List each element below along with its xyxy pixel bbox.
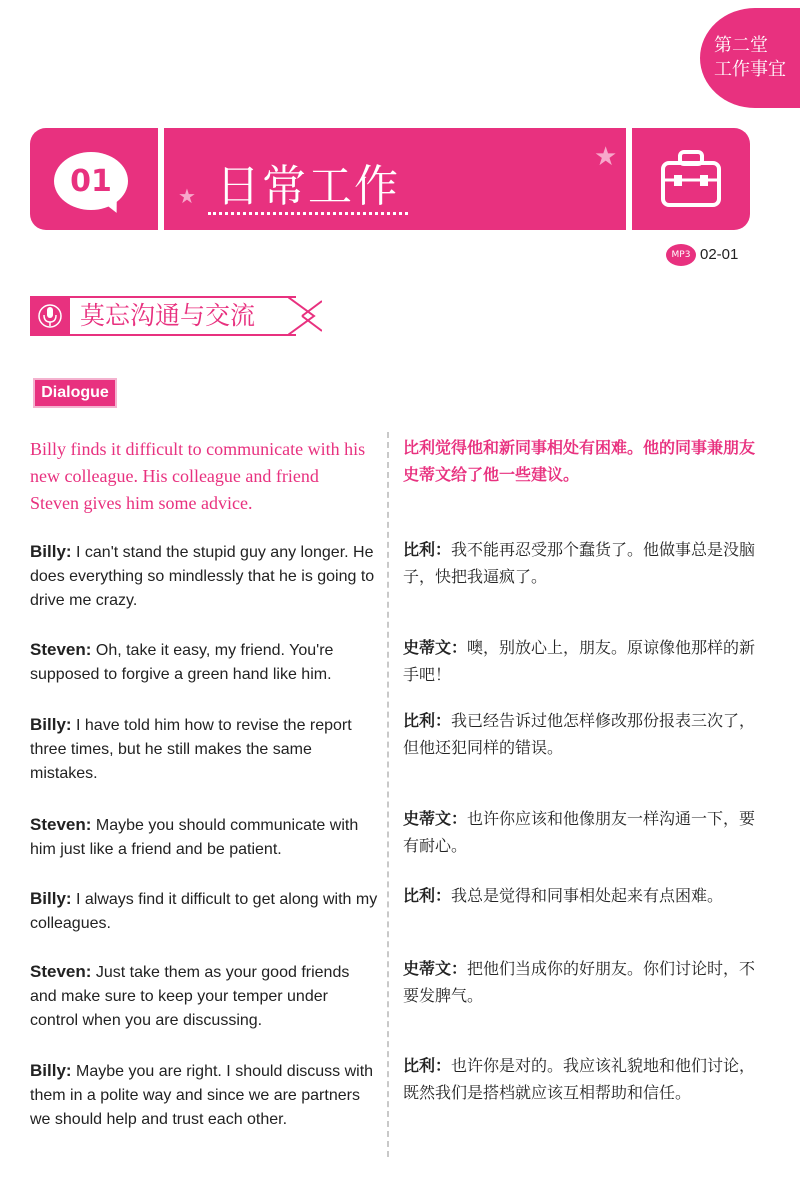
dialogue-line-zh: 比利：也许你是对的。我应该礼貌地和他们讨论，既然我们是搭档就应该互相帮助和信任。 xyxy=(403,1056,756,1102)
dialogue-line-zh: 比利：我已经告诉过他怎样修改那份报表三次了，但他还犯同样的错误。 xyxy=(403,711,756,757)
dialogue-line-en: Billy: I can't stand the stupid guy any longer. He does everything so mindlessly that he is going to drive me crazy. xyxy=(30,542,375,609)
intro-english: Billy finds it difficult to communicate with his new colleague. His colleague and friend Steven gives him some advice. xyxy=(30,439,366,513)
dialogue-line-en: Steven: Just take them as your good friends and make sure to keep your temper under control when you are discussing. xyxy=(30,962,350,1029)
chapter-number: 第二堂 xyxy=(714,35,768,56)
lesson-number: 01 xyxy=(70,164,112,199)
dialogue-line-en: Billy: I always find it difficult to get along with my colleagues. xyxy=(30,889,378,932)
dialogue-line-zh: 史蒂文：把他们当成你的好朋友。你们讨论时，不要发脾气。 xyxy=(403,959,756,1005)
dialogue-line-zh: 史蒂文：也许你应该和他像朋友一样沟通一下，要有耐心。 xyxy=(403,809,756,855)
microphone-icon xyxy=(38,302,62,330)
briefcase-icon xyxy=(660,150,722,208)
dialogue-line-zh: 史蒂文：噢，别放心上，朋友。原谅像他那样的新手吧！ xyxy=(403,638,756,684)
audio-track-code: 02-01 xyxy=(700,246,739,263)
dialogue-line-en: Billy: I have told him how to revise the report three times, but he still makes the same mistakes. xyxy=(30,715,352,782)
dotted-underline xyxy=(208,212,408,215)
lesson-banner xyxy=(30,128,750,230)
dialogue-line-en: Billy: Maybe you are right. I should discuss with them in a polite way and since we are partners we should help and trust each other. xyxy=(30,1061,374,1128)
dialogue-line-zh: 比利：我不能再忍受那个蠢货了。他做事总是没脑子，快把我逼疯了。 xyxy=(403,540,756,586)
arrow-end-icon xyxy=(288,296,322,336)
star-icon: ★ xyxy=(594,142,618,172)
star-icon: ★ xyxy=(178,184,196,208)
mp3-icon[interactable]: MP3 xyxy=(666,244,696,266)
lesson-title: 日常工作 xyxy=(216,161,400,212)
chapter-badge xyxy=(700,8,800,108)
section-title: 莫忘沟通与交流 xyxy=(80,301,256,330)
dialogue-line-zh: 比利：我总是觉得和同事相处起来有点困难。 xyxy=(403,886,724,905)
intro-chinese: 比利觉得他和新同事相处有困难。他的同事兼朋友史蒂文给了他一些建议。 xyxy=(403,438,756,484)
column-divider xyxy=(387,432,389,1157)
dialogue-line-en: Steven: Maybe you should communicate with him just like a friend and be patient. xyxy=(30,815,359,858)
chapter-title: 工作事宜 xyxy=(714,59,786,80)
dialogue-line-en: Steven: Oh, take it easy, my friend. You're supposed to forgive a green hand like him. xyxy=(30,640,334,683)
dialogue-tag: Dialogue xyxy=(33,378,117,408)
